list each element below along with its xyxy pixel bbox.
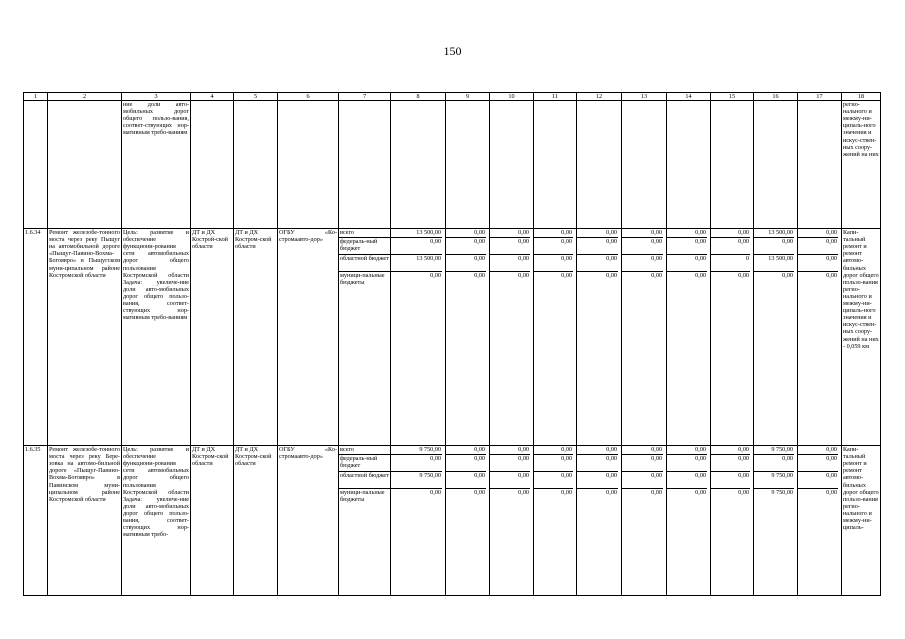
amount-cell (534, 446, 577, 596)
responsible-cell: ДТ и ДХ Костром-ской области (191, 446, 234, 596)
amount-value: 0 (711, 255, 750, 272)
amount-value: 0,00 (474, 489, 485, 497)
amount-value: 0,00 (622, 229, 663, 238)
amount-value: 0,00 (754, 455, 794, 472)
empty-cell (446, 101, 490, 229)
amount-value: 9 750,00 (754, 472, 794, 489)
empty-cell (191, 101, 234, 229)
amount-value: 0,00 (490, 455, 530, 472)
amount-value: 0,00 (798, 455, 838, 472)
column-number: 9 (446, 93, 490, 101)
measure-name: Ремонт железобе-тонного моста через реку Пыщуг на автомобильной дороге «Пыщуг-Павино-Вохма-Богоявро» в Пыщугском муни-ципальном районе Костромской области (48, 229, 122, 446)
amount-value: 0,00 (534, 238, 573, 255)
amount-cell (577, 229, 622, 446)
amount-value: 0,00 (782, 272, 793, 280)
executor-cell: ОГБУ «Ко-стромаавто-дор» (278, 229, 339, 446)
empty-cell (234, 101, 278, 229)
continued-row (24, 101, 881, 229)
column-number: 13 (622, 93, 667, 101)
table-row (24, 446, 881, 596)
amount-value: 9 750,00 (754, 446, 794, 455)
funding-source: областной бюджет (339, 472, 390, 489)
amount-value: 0,00 (651, 272, 662, 280)
empty-cell (391, 101, 446, 229)
amount-cell (798, 229, 842, 446)
program-table (23, 92, 881, 596)
amount-value: 0,00 (430, 272, 441, 280)
funding-source: муници-пальные бюджеты (340, 489, 385, 504)
amount-value: 0,00 (711, 229, 750, 238)
empty-cell (48, 101, 122, 229)
amount-value: 0,00 (711, 238, 750, 255)
amount-cell (622, 229, 667, 446)
amount-value: 0,00 (534, 446, 573, 455)
result-cell: регио-нального и межму-ни-ципаль-ного значения и искус-ствен-ных соору-жений на них (842, 101, 881, 229)
funding-source: всего (339, 229, 390, 238)
funding-sources (339, 446, 391, 596)
amount-cell (667, 229, 711, 446)
amount-value: 0,00 (577, 455, 618, 472)
responsible-cell: ДТ и ДХ Кострой-ской области (191, 229, 234, 446)
column-number: 4 (191, 93, 234, 101)
funding-source: федераль-ный бюджет (339, 238, 390, 255)
amount-value: 0,00 (534, 455, 573, 472)
amount-value: 0,00 (695, 489, 706, 497)
amount-value: 0,00 (577, 446, 618, 455)
amount-value: 0,00 (577, 229, 618, 238)
measure-name: Ремонт железобе-тонного моста через реку Бере-зовка на автомо-бильной дороге «Пыщуг-Павино-Вохма-Богоявро» в Павинском муни-ципальном районе Костромской области (48, 446, 122, 596)
amount-value: 0,00 (738, 489, 749, 497)
amount-value: 0,00 (667, 238, 707, 255)
goal-cell: Цель: развитие и обеспечение функциони-рования сети автомобильных дорог общего пользования Костромской области Задача: увеличе-ние доли авто-мобильных дорог общего пользо-вания, соответ-ствующих нор-мативным требо- (122, 446, 191, 596)
amount-value: 0,00 (826, 489, 837, 497)
amount-value: 0,00 (622, 455, 663, 472)
amount-value: 0,00 (622, 238, 663, 255)
amount-value: 13 500,00 (754, 229, 794, 238)
funding-sources (339, 229, 391, 446)
amount-value: 0,00 (534, 472, 573, 489)
amount-value: 13 500,00 (754, 255, 794, 272)
amount-value: 9 750,00 (391, 472, 442, 489)
empty-cell (667, 101, 711, 229)
goal-cell: Цель: развитие и обеспечение функциони-рования сети автомобильных дорог общего пользования Костромской области Задача: увеличе-ние доли авто-мобильных дорог общего пользо-вания, соответ-ствующих нор-мативным требо-ваниям (122, 229, 191, 446)
amount-value: 0,00 (798, 472, 838, 489)
amount-value: 0,00 (534, 229, 573, 238)
empty-cell (534, 101, 577, 229)
funding-source: всего (339, 446, 390, 455)
amount-value: 9 750,00 (391, 446, 442, 455)
amount-value: 0,00 (446, 238, 486, 255)
amount-cell (667, 446, 711, 596)
empty-cell (278, 101, 339, 229)
amount-cell (534, 229, 577, 446)
amount-cell (711, 229, 754, 446)
amount-value: 0,00 (606, 272, 617, 280)
empty-cell (577, 101, 622, 229)
column-number: 3 (122, 93, 191, 101)
amount-value: 0,00 (391, 455, 442, 472)
amount-value: 0,00 (754, 238, 794, 255)
amount-value: 0,00 (446, 472, 486, 489)
amount-cell (391, 229, 446, 446)
table-row (24, 229, 881, 446)
amount-value: 0,00 (798, 238, 838, 255)
empty-cell (24, 101, 48, 229)
column-number: 12 (577, 93, 622, 101)
amount-cell (622, 446, 667, 596)
amount-cell (490, 446, 534, 596)
amount-value: 0,00 (474, 272, 485, 280)
amount-value: 0,00 (561, 272, 572, 280)
amount-cell (754, 229, 798, 446)
amount-value: 0,00 (798, 255, 838, 272)
amount-cell (577, 446, 622, 596)
amount-value: 0,00 (490, 238, 530, 255)
amount-value: 0,00 (577, 238, 618, 255)
row-id: 1.6.35 (24, 446, 48, 596)
column-number: 7 (339, 93, 391, 101)
amount-value: 0,00 (518, 272, 529, 280)
amount-value: 0,00 (446, 455, 486, 472)
amount-value: 0,00 (622, 446, 663, 455)
amount-value: 0,00 (446, 255, 486, 272)
coexecutor-cell: ДТ и ДХ Костром-ской области (234, 446, 278, 596)
amount-cell (446, 446, 490, 596)
empty-cell (339, 101, 391, 229)
column-number: 18 (842, 93, 881, 101)
column-number: 17 (798, 93, 842, 101)
column-number: 11 (534, 93, 577, 101)
amount-value: 0,00 (798, 229, 838, 238)
amount-value: 0,00 (622, 472, 663, 489)
column-number: 10 (490, 93, 534, 101)
goal-cell: ние доли авто-мобильных дорог общего пользо-вания, соответ-ствующих нор-мативным требо-ваниям (122, 101, 191, 229)
executor-cell: ОГБУ «Ко-стромаавто-дор» (278, 446, 339, 596)
amount-value: 0,00 (430, 489, 441, 497)
amount-value: 0,00 (577, 255, 618, 272)
amount-value: 0,00 (606, 489, 617, 497)
page-number: 150 (443, 44, 462, 58)
amount-value: 0,00 (667, 229, 707, 238)
amount-value: 0,00 (826, 272, 837, 280)
amount-value: 13 500,00 (391, 229, 442, 238)
column-number: 2 (48, 93, 122, 101)
funding-source: областной бюджет (339, 255, 390, 272)
amount-value: 0,00 (798, 446, 838, 455)
amount-value: 0,00 (391, 238, 442, 255)
result-cell: Капи-тальный ремонт и ремонт автомо-бильных дорог общего пользо-вания регио-нального и межму-ни-ципаль-ного значения и искус-ствен-ных соору-жений на них - 0,059 км (842, 229, 881, 446)
column-number: 8 (391, 93, 446, 101)
column-number: 6 (278, 93, 339, 101)
amount-value: 13 500,00 (391, 255, 442, 272)
empty-cell (711, 101, 754, 229)
funding-source: федераль-ный бюджет (339, 455, 390, 472)
amount-value: 0,00 (490, 446, 530, 455)
amount-cell (490, 229, 534, 446)
amount-value: 0,00 (711, 446, 750, 455)
column-number: 14 (667, 93, 711, 101)
column-number: 1 (24, 93, 48, 101)
row-id: 1.6.34 (24, 229, 48, 446)
amount-cell (446, 229, 490, 446)
empty-cell (622, 101, 667, 229)
amount-value: 0,00 (577, 472, 618, 489)
amount-value: 0,00 (695, 272, 706, 280)
amount-value: 0,00 (651, 489, 662, 497)
amount-value: 0,00 (622, 255, 663, 272)
column-number-row (24, 93, 881, 101)
amount-cell (391, 446, 446, 596)
column-number: 5 (234, 93, 278, 101)
amount-value: 0,00 (667, 472, 707, 489)
amount-cell (711, 446, 754, 596)
amount-value: 9 750,00 (771, 489, 793, 497)
amount-value: 0,00 (561, 489, 572, 497)
amount-value: 0,00 (446, 446, 486, 455)
column-number: 15 (711, 93, 754, 101)
amount-value: 0,00 (490, 255, 530, 272)
amount-value: 0,00 (518, 489, 529, 497)
amount-cell (754, 446, 798, 596)
amount-value: 0,00 (738, 272, 749, 280)
funding-source: муници-пальные бюджеты (340, 272, 385, 287)
coexecutor-cell: ДТ и ДХ Костром-ской области (234, 229, 278, 446)
amount-value: 0,00 (667, 446, 707, 455)
column-number: 16 (754, 93, 798, 101)
amount-value: 0,00 (667, 455, 707, 472)
result-cell: Капи-тальный ремонт и ремонт автомо-бильных дорог общего пользо-вания регио-нального и межму-ни-ципаль- (842, 446, 881, 596)
empty-cell (754, 101, 798, 229)
amount-value: 0,00 (490, 229, 530, 238)
amount-cell (798, 446, 842, 596)
amount-value: 0,00 (446, 229, 486, 238)
amount-value: 0,00 (490, 472, 530, 489)
amount-value: 0,00 (711, 472, 750, 489)
amount-value: 0,00 (534, 255, 573, 272)
amount-value: 0,00 (711, 455, 750, 472)
amount-value: 0,00 (667, 255, 707, 272)
empty-cell (798, 101, 842, 229)
empty-cell (490, 101, 534, 229)
